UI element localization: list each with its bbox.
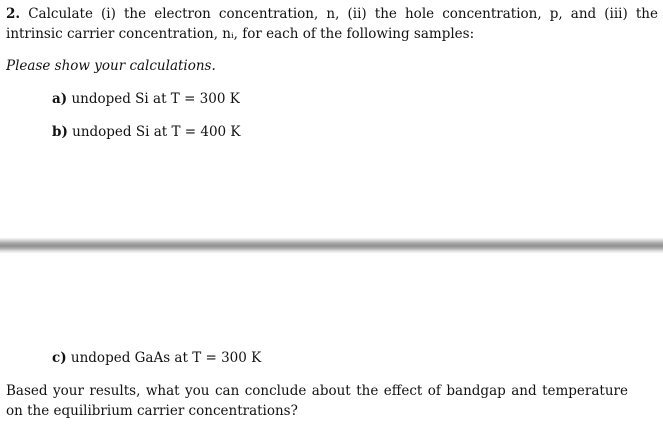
- sample-c-label: c): [52, 350, 67, 366]
- question-body: Calculate (i) the electron concentration, n, (ii) the hole concentration, p, and (iii) the intrinsic carrier concentration, nᵢ, for each of the following samples:: [6, 6, 658, 42]
- sample-b-label: b): [52, 124, 68, 140]
- page-bottom: [0, 253, 663, 439]
- page-divider: [0, 238, 663, 253]
- sample-b-text: undoped Si at T = 400 K: [72, 124, 241, 140]
- sample-b: [52, 124, 241, 140]
- sample-a: [52, 91, 240, 107]
- question-number: 2.: [6, 6, 21, 22]
- conclusion-question: Based your results, what you can conclude about the effect of bandgap and temperature on the equilibrium carrier concentrations?: [6, 383, 628, 419]
- question-text: [6, 4, 658, 44]
- sample-a-text: undoped Si at T = 300 K: [71, 91, 240, 107]
- sample-c: [52, 350, 261, 366]
- sample-c-text: undoped GaAs at T = 300 K: [70, 350, 262, 366]
- instruction-text: Please show your calculations.: [6, 58, 216, 74]
- sample-a-label: a): [52, 91, 68, 107]
